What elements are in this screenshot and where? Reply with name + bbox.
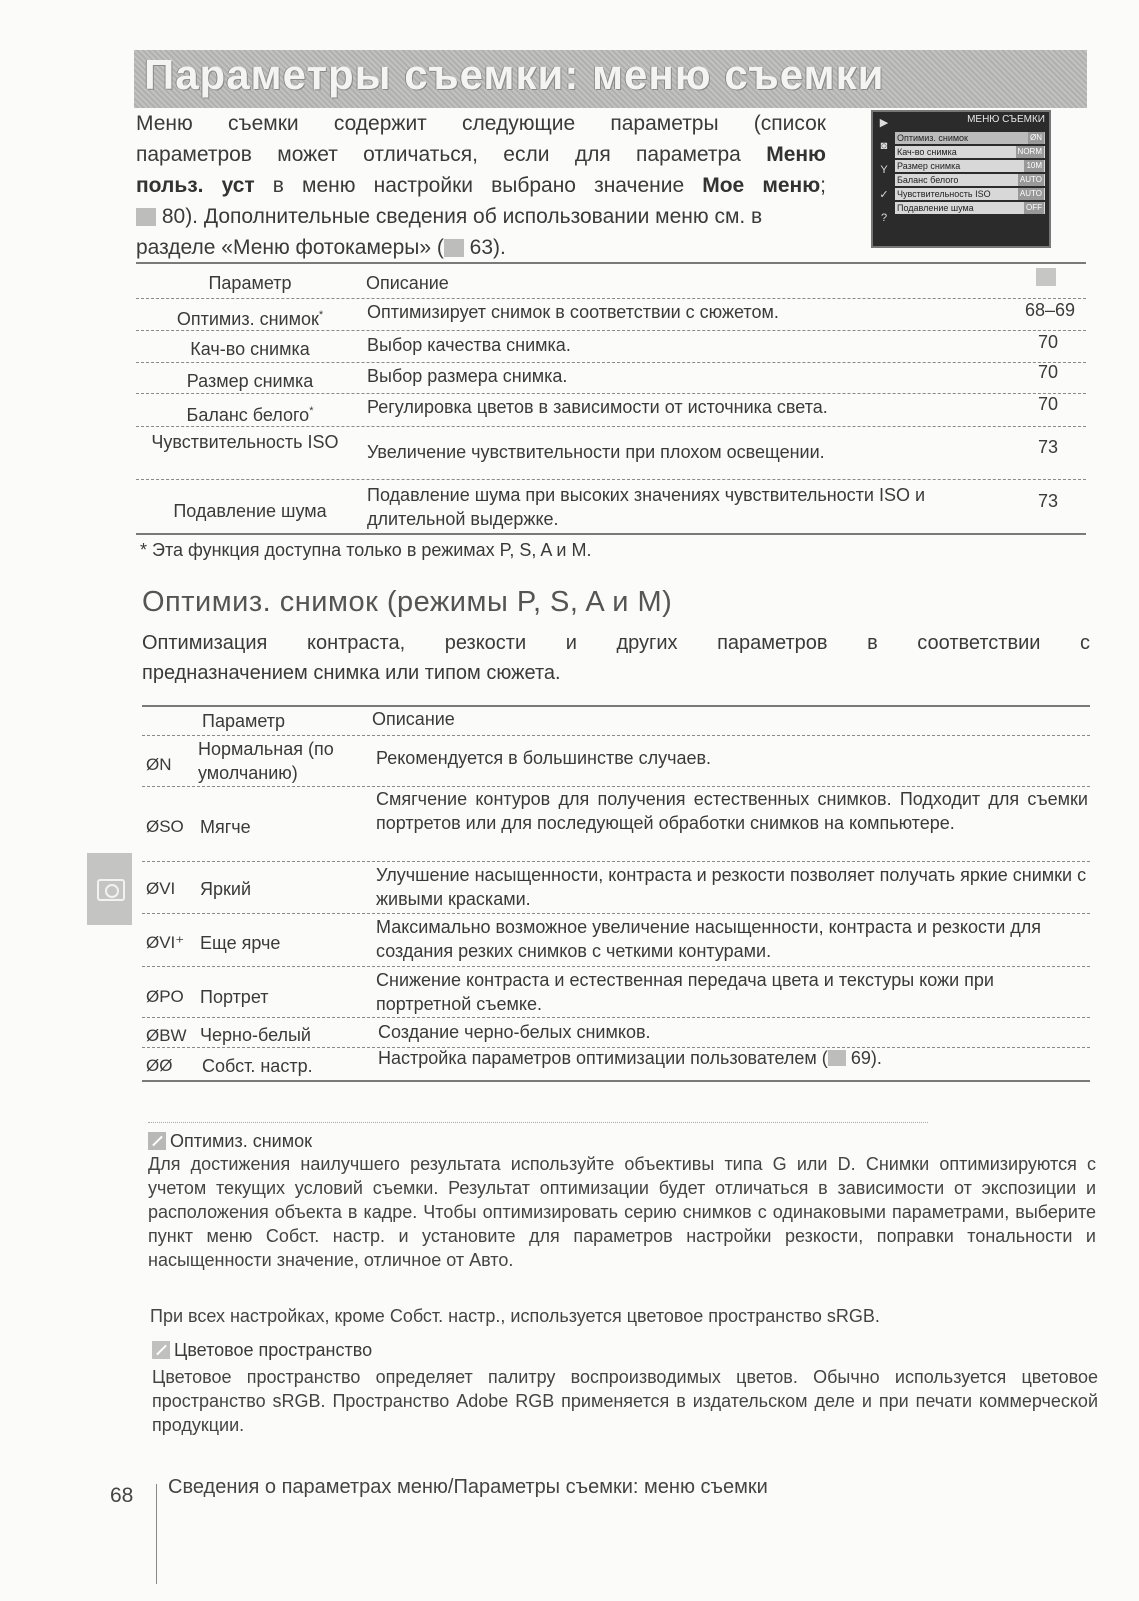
table-row-desc: Максимально возможное увеличение насыщенности, контраста и резкости для создания резких снимков с четкими контурами. — [376, 917, 1042, 961]
param-name: Баланс белого — [186, 405, 310, 425]
page-ref-icon — [444, 239, 464, 257]
intro-text: в меню настройки выбрано значение — [254, 174, 703, 197]
table-row-param: Нормальная (по умолчанию) — [198, 739, 334, 783]
table-row-param: Чувствительность ISO — [151, 432, 339, 452]
camera-menu-item-label: Размер снимка — [897, 161, 961, 171]
intro-line-4 — [136, 201, 826, 232]
camera-tab-icon — [87, 853, 132, 925]
table-row-desc: Улучшение насыщенности, контраста и резкости позволяет получать яркие снимки с живыми красками. — [376, 865, 1087, 909]
camera-menu-header: МЕНЮ СЪЕМКИ — [967, 114, 1045, 125]
wrench-icon: Y — [880, 164, 888, 176]
pencil-icon — [148, 1132, 166, 1150]
footer-divider — [156, 1484, 157, 1584]
note-rule — [148, 1122, 928, 1123]
note-text: Для достижения наилучшего результата используйте объективы типа G или D. Снимки оптимизируются с учетом текущих условий съемки. Результат оптимизации будет отличаться в зависимости от экспозиции и расположения объекта в кадре. Чтобы оптимизировать серию снимков с одинаковыми параметрами, выберите пункт меню Собст. настр. и установите для параметров настройки резкости, поправки тональности и насыщенности значение, отличное от Авто. — [148, 1154, 1096, 1270]
camera-menu-item-label: Подавление шума — [897, 203, 974, 213]
table-row-param: Портрет — [200, 987, 269, 1007]
camera-menu-item-value: AUTO — [1019, 189, 1042, 198]
table-row-desc: Оптимизирует снимок в соответствии с сюжетом. — [367, 302, 779, 322]
table-rule — [136, 393, 1086, 394]
picture-control-icon: ØØ — [146, 1056, 173, 1075]
table-row-desc: Снижение контраста и естественная передача цвета и текстуры кожи при портретной съемке. — [376, 970, 994, 1014]
footer-text: Сведения о параметрах меню/Параметры съемки: меню съемки — [168, 1476, 768, 1498]
table-rule — [136, 330, 1086, 331]
menu-term: польз. уст — [136, 174, 255, 197]
param-name: Оптимиз. снимок — [176, 309, 319, 329]
table-row-param: Мягче — [200, 817, 251, 837]
intro-text: ; — [820, 174, 826, 197]
intro-text: разделе «Меню фотокамеры» ( — [136, 236, 444, 259]
table-rule — [136, 298, 1086, 299]
picture-control-icon: ØPO — [146, 987, 184, 1006]
page-ref-icon — [136, 208, 156, 226]
table-row-param: Собст. настр. — [202, 1056, 313, 1076]
table-header-param: Параметр — [202, 711, 286, 731]
table-row-desc: Увеличение чувствительности при плохом освещении. — [367, 442, 825, 462]
footnote-mark: * — [309, 405, 314, 417]
title-banner — [134, 50, 1087, 108]
camera-menu-item-label: Кач-во снимка — [897, 147, 957, 157]
table-row-desc: Выбор качества снимка. — [367, 335, 571, 355]
table-row-page: 73 — [1037, 437, 1058, 457]
camera-menu-item — [895, 146, 1045, 158]
intro-line-2 — [136, 139, 826, 170]
section-heading: Оптимиз. снимок (режимы P, S, A и M) — [142, 586, 673, 618]
color-space-icon — [152, 1341, 170, 1359]
intro-line-1: Меню съемки содержит следующие параметры (список — [136, 112, 826, 135]
table-rule — [136, 479, 1086, 480]
camera-menu-item — [895, 188, 1045, 200]
camera-menu-item — [895, 160, 1045, 172]
camera-menu-sidebar — [875, 116, 893, 242]
picture-control-icon: ØBW — [146, 1026, 187, 1045]
table-row-desc: Регулировка цветов в зависимости от источника света. — [367, 397, 828, 417]
table-row-desc: Создание черно-белых снимков. — [378, 1022, 651, 1042]
table-rule — [136, 533, 1086, 535]
camera-menu-item-value: AUTO — [1019, 175, 1042, 184]
table-row-param — [140, 303, 360, 331]
page-ref-icon — [828, 1050, 846, 1066]
table-row-param: Размер снимка — [186, 371, 314, 391]
menu-term: Меню — [766, 143, 826, 166]
table-row-desc: Выбор размера снимка. — [367, 366, 568, 386]
table-rule — [136, 262, 1086, 264]
camera-menu-item-value: 10M — [1026, 161, 1042, 170]
intro-text: 80). Дополнительные сведения об использовании меню см. в — [156, 205, 763, 228]
section-line-1: Оптимизация контраста, резкости и других параметров в соответствии с — [142, 632, 1090, 654]
table-row-param: Кач-во снимка — [190, 339, 310, 359]
camera-menu-screenshot — [871, 110, 1051, 248]
note-title-text: Цветовое пространство — [174, 1340, 373, 1360]
camera-icon — [97, 879, 125, 901]
note-title — [148, 1131, 312, 1152]
intro-line-5 — [136, 232, 826, 263]
camera-menu-item — [895, 132, 1045, 144]
camera-menu-item — [895, 174, 1045, 186]
camera-menu-item-value: OFF — [1026, 203, 1042, 212]
table-rule — [142, 1017, 1090, 1018]
table-footnote: * Эта функция доступна только в режимах P, S, A и M. — [140, 540, 592, 560]
menu-term: Мое меню — [702, 174, 821, 197]
table-header-desc: Описание — [372, 709, 455, 729]
check-icon: ✓ — [879, 189, 889, 201]
table-rule — [142, 1080, 1090, 1082]
table-rule — [142, 705, 1090, 707]
intro-line-3 — [136, 170, 826, 201]
table-row-page: 70 — [1037, 394, 1058, 414]
table-row-desc: Подавление шума при высоких значениях чувствительности ISO и длительной выдержке. — [367, 485, 926, 529]
table-row-desc: Рекомендуется в большинстве случаев. — [376, 748, 712, 768]
picture-control-icon: ØN — [146, 755, 172, 774]
page-title: Параметры съемки: меню съемки — [144, 51, 885, 98]
camera-menu-item-value: ØN — [1030, 133, 1042, 142]
camera-menu-item-value: NORM — [1017, 147, 1042, 156]
camera-menu-item-label: Чувствительность ISO — [897, 189, 991, 199]
page-number: 68 — [110, 1484, 134, 1507]
table-row-param: Яркий — [200, 879, 251, 899]
table-row-page: 73 — [1037, 491, 1058, 511]
table-header-desc: Описание — [366, 273, 449, 293]
picture-control-icon: ØSO — [146, 817, 184, 836]
note-title-text: Оптимиз. снимок — [170, 1131, 312, 1151]
table-header-param: Параметр — [208, 273, 292, 293]
section-line-2: предназначением снимка или типом сюжета. — [142, 662, 561, 684]
camera-menu-item — [895, 202, 1045, 214]
page-ref-icon — [1036, 268, 1056, 286]
table-row-page: 70 — [1037, 362, 1058, 382]
camera-menu-item-label: Оптимиз. снимок — [897, 133, 968, 143]
table-row-desc — [378, 1046, 882, 1070]
note-title — [152, 1340, 372, 1361]
table-row-param — [140, 399, 360, 427]
playback-icon: ▶ — [879, 117, 889, 129]
note-text: Цветовое пространство определяет палитру воспроизводимых цветов. Обычно используется цветовое пространство sRGB. Пространство Adobe RGB применяется в издательском деле и при печати коммерческой продукции. — [152, 1367, 1098, 1435]
intro-text: 63). — [463, 236, 506, 259]
intro-paragraph — [136, 108, 826, 263]
table-rule — [142, 913, 1090, 914]
table-row-param: Еще ярче — [200, 933, 281, 953]
table-row-page: 68–69 — [1024, 300, 1075, 320]
table-row-page: 70 — [1037, 332, 1058, 352]
picture-control-icon: ØVI — [146, 879, 176, 898]
intro-text: параметров может отличаться, если для параметра — [136, 143, 767, 166]
desc-text: 69). — [845, 1048, 882, 1068]
picture-control-icon: ØVI⁺ — [146, 933, 185, 952]
footnote-mark: * — [318, 309, 324, 321]
table-rule — [142, 861, 1090, 862]
note-text: При всех настройках, кроме Собст. настр., используется цветовое пространство sRGB. — [150, 1306, 880, 1326]
table-rule — [136, 362, 1086, 363]
camera-icon: ◙ — [880, 140, 888, 152]
camera-menu-item-label: Баланс белого — [897, 175, 959, 185]
table-row-param: Черно-белый — [200, 1025, 311, 1045]
desc-text: Настройка параметров оптимизации пользователем ( — [378, 1048, 828, 1068]
table-row-desc: Смягчение контуров для получения естественных снимков. Подходит для съемки портретов или для последующей обработки снимков на компьютере. — [376, 789, 1088, 833]
table-rule — [136, 426, 1086, 427]
table-row-param: Подавление шума — [173, 501, 327, 521]
table-rule — [142, 966, 1090, 967]
section-paragraph — [142, 628, 1090, 688]
help-icon: ? — [880, 212, 888, 224]
table-rule — [142, 735, 1090, 736]
